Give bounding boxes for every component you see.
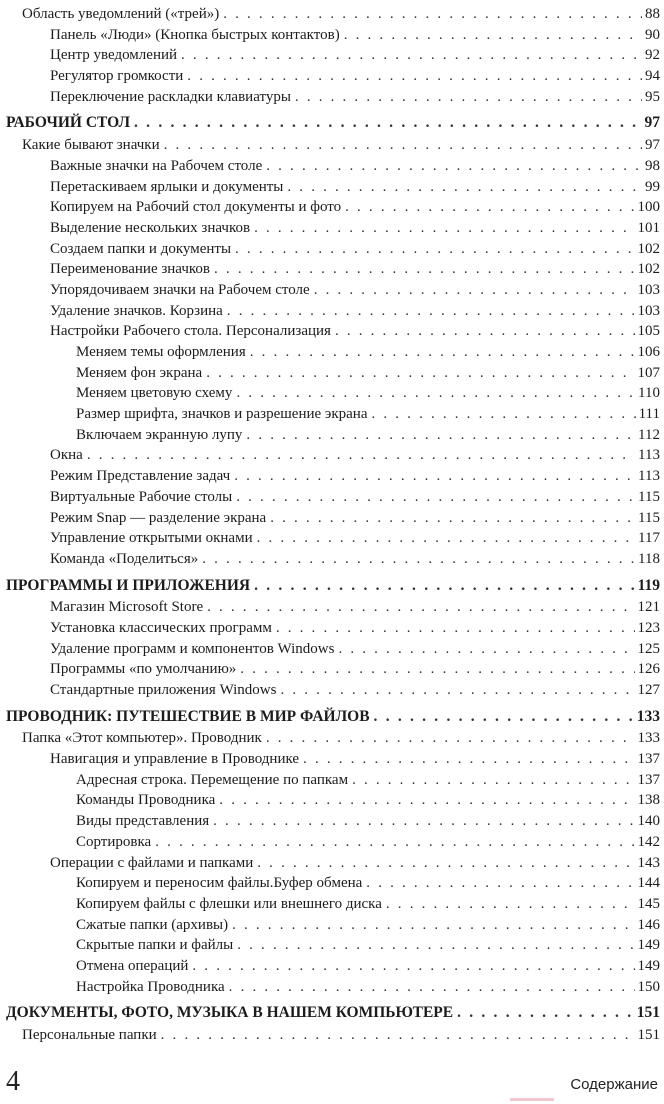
dot-leader — [236, 487, 635, 508]
toc-entry-page: 137 — [637, 771, 660, 788]
dot-leader — [314, 280, 635, 301]
toc-entry — [6, 342, 660, 363]
toc-entry — [6, 218, 660, 239]
toc-entry-page: 137 — [637, 751, 660, 768]
toc-entry-title: Меняем фон экрана — [76, 364, 203, 381]
toc-entry — [6, 321, 660, 342]
toc-entry-title: РАБОЧИЙ СТОЛ — [6, 114, 131, 132]
toc-entry — [6, 45, 660, 66]
toc-entry-page: 115 — [638, 509, 660, 526]
toc-entry-page: 90 — [645, 26, 660, 43]
toc-entry — [6, 4, 660, 25]
toc-entry-title: Окна — [50, 447, 83, 464]
dot-leader — [344, 25, 642, 46]
toc-entry-page: 94 — [645, 68, 660, 85]
toc-entry — [6, 301, 660, 322]
toc-entry — [6, 135, 660, 156]
toc-entry — [6, 87, 660, 108]
toc-entry — [6, 197, 660, 218]
dot-leader — [266, 156, 642, 177]
toc-entry — [6, 549, 660, 570]
toc-entry — [6, 639, 660, 660]
toc-entry-title: Копируем на Рабочий стол документы и фото — [50, 199, 342, 216]
toc-entry-page: 99 — [645, 178, 660, 195]
toc-entry — [6, 790, 660, 811]
toc-entry — [6, 873, 660, 894]
toc-entry-page: 140 — [637, 813, 660, 830]
dot-leader — [202, 549, 635, 570]
toc-entry-page: 133 — [636, 707, 660, 725]
toc-entry-title: Программы «по умолчанию» — [50, 661, 237, 678]
toc-entry — [6, 811, 660, 832]
toc-entry-page: 112 — [638, 426, 660, 443]
toc-entry-page: 117 — [638, 530, 660, 547]
dot-leader — [257, 528, 635, 549]
toc-entry-title: Виды представления — [76, 813, 210, 830]
dot-leader — [134, 113, 641, 134]
toc-entry-title: Меняем цветовую схему — [76, 385, 233, 402]
dot-leader — [276, 618, 635, 639]
toc-entry-page: 113 — [638, 468, 660, 485]
toc-entry-title: Упорядочиваем значки на Рабочем столе — [50, 281, 310, 298]
toc-entry-page: 149 — [637, 957, 660, 974]
toc-entry — [6, 508, 660, 529]
toc-entry-page: 92 — [645, 47, 660, 64]
dot-leader — [352, 770, 634, 791]
toc-entry-title: Какие бывают значки — [22, 137, 160, 154]
toc-entry-title: Настройки Рабочего стола. Персонализация — [50, 323, 331, 340]
toc-entry — [6, 832, 660, 853]
toc-entry-title: Настройка Проводника — [76, 978, 225, 995]
toc-entry-title: Персональные папки — [22, 1027, 157, 1043]
toc-entry-page: 115 — [638, 488, 660, 505]
toc-entry-title: Скрытые папки и файлы — [76, 937, 234, 954]
toc-entry-page: 105 — [637, 323, 660, 340]
dot-leader — [229, 977, 635, 998]
toc-entry-page: 151 — [637, 1027, 660, 1043]
toc-chapter-entry — [6, 113, 660, 134]
toc-entry-page: 126 — [637, 661, 660, 678]
toc-entry-page: 111 — [638, 406, 660, 423]
toc-entry — [6, 528, 660, 549]
toc-entry-page: 150 — [637, 978, 660, 995]
page-number: 4 — [6, 1066, 20, 1097]
toc-entry-title: Копируем файлы с флешки или внешнего диска — [76, 895, 382, 912]
toc-entry-title: Команда «Поделиться» — [50, 550, 199, 567]
toc-entry-title: Переименование значков — [50, 261, 211, 278]
toc-entry-title: Сортировка — [76, 833, 152, 850]
toc-entry-title: Создаем папки и документы — [50, 240, 232, 257]
toc-entry — [6, 383, 660, 404]
dot-leader — [257, 853, 634, 874]
toc-entry — [6, 680, 660, 701]
toc-entry — [6, 363, 660, 384]
toc-chapter-entry — [6, 576, 660, 597]
toc-entry-title: ПРОГРАММЫ И ПРИЛОЖЕНИЯ — [6, 576, 251, 594]
dot-leader — [237, 935, 634, 956]
toc-entry-page: 145 — [637, 895, 660, 912]
toc-entry-title: Сжатые папки (архивы) — [76, 916, 229, 933]
dot-leader — [250, 342, 635, 363]
dot-leader — [386, 894, 635, 915]
toc-entry — [6, 177, 660, 198]
footer-accent-mark — [510, 1098, 554, 1101]
toc-entry-title: Операции с файлами и папками — [50, 854, 254, 871]
toc-entry-title: Переключение раскладки клавиатуры — [50, 88, 291, 105]
toc-entry-title: ПРОВОДНИК: ПУТЕШЕСТВИЕ В МИР ФАЙЛОВ — [6, 707, 370, 725]
dot-leader — [303, 749, 634, 770]
dot-leader — [161, 1025, 635, 1046]
dot-leader — [366, 873, 634, 894]
toc-entry-title: Виртуальные Рабочие столы — [50, 488, 233, 505]
dot-leader — [270, 508, 635, 529]
toc-entry-title: Удаление значков. Корзина — [50, 302, 223, 319]
toc-entry-title: Магазин Microsoft Store — [50, 599, 204, 616]
dot-leader — [335, 321, 635, 342]
dot-leader — [219, 790, 634, 811]
toc-entry-page: 121 — [637, 599, 660, 616]
toc-entry-title: Регулятор громкости — [50, 68, 184, 85]
dot-leader — [234, 466, 635, 487]
toc-entry-title: Меняем темы оформления — [76, 344, 246, 360]
toc-entry-page: 113 — [638, 447, 660, 464]
toc-entry-page: 88 — [645, 6, 660, 22]
dot-leader — [345, 197, 634, 218]
toc-entry-page: 98 — [645, 157, 660, 174]
toc-chapter-entry — [6, 1003, 660, 1024]
toc-entry-page: 133 — [637, 730, 660, 747]
dot-leader — [235, 239, 634, 260]
toc-entry-title: Важные значки на Рабочем столе — [50, 157, 263, 174]
toc-entry — [6, 956, 660, 977]
toc-entry-page: 138 — [637, 792, 660, 809]
toc-entry — [6, 239, 660, 260]
toc-entry — [6, 853, 660, 874]
toc-entry-page: 100 — [637, 199, 660, 216]
toc-entry — [6, 156, 660, 177]
toc-entry-page: 118 — [638, 550, 660, 567]
dot-leader — [207, 597, 634, 618]
toc-entry — [6, 425, 660, 446]
toc-entry-title: Навигация и управление в Проводнике — [50, 751, 300, 768]
toc-entry-page: 102 — [637, 261, 660, 278]
toc-entry-page: 97 — [644, 114, 660, 132]
toc-entry-page: 107 — [637, 364, 660, 381]
dot-leader — [213, 811, 634, 832]
toc-entry-page: 101 — [637, 219, 660, 236]
dot-leader — [295, 87, 642, 108]
dot-leader — [266, 728, 635, 749]
dot-leader — [227, 301, 635, 322]
toc-entry — [6, 1025, 660, 1046]
toc-entry — [6, 749, 660, 770]
toc-entry — [6, 618, 660, 639]
toc-entry-title: Копируем и переносим файлы.Буфер обмена — [76, 875, 363, 892]
dot-leader — [371, 404, 635, 425]
toc-entry-page: 144 — [637, 875, 660, 892]
dot-leader — [87, 445, 635, 466]
toc-entry-title: Отмена операций — [76, 957, 189, 974]
toc-entry — [6, 935, 660, 956]
dot-leader — [206, 363, 634, 384]
toc-entry — [6, 466, 660, 487]
toc-entry-title: Центр уведомлений — [50, 47, 178, 64]
toc-entry-page: 143 — [637, 854, 660, 871]
toc-entry-page: 142 — [637, 833, 660, 850]
dot-leader — [338, 639, 634, 660]
toc-entry-page: 106 — [637, 344, 660, 360]
dot-leader — [374, 707, 634, 728]
toc-chapter-entry — [6, 707, 660, 728]
dot-leader — [187, 66, 642, 87]
toc-entry-title: Включаем экранную лупу — [76, 426, 243, 443]
toc-entry-page: 119 — [637, 576, 660, 594]
dot-leader — [287, 177, 642, 198]
toc-entry-title: Режим Представление задач — [50, 468, 231, 485]
dot-leader — [280, 680, 634, 701]
toc-entry — [6, 894, 660, 915]
toc-entry — [6, 25, 660, 46]
toc-entry-title: Удаление программ и компонентов Windows — [50, 640, 335, 657]
dot-leader — [232, 915, 634, 936]
toc-entry — [6, 259, 660, 280]
toc-entry-page: 103 — [637, 302, 660, 319]
toc-entry-page: 127 — [637, 682, 660, 698]
dot-leader — [457, 1003, 634, 1024]
toc-entry-title: Размер шрифта, значков и разрешение экрана — [76, 406, 368, 423]
toc-entry — [6, 597, 660, 618]
dot-leader — [254, 218, 634, 239]
toc-entry-page: 149 — [637, 937, 660, 954]
toc-entry-title: ДОКУМЕНТЫ, ФОТО, МУЗЫКА В НАШЕМ КОМПЬЮТЕРЕ — [6, 1004, 454, 1022]
toc-entry — [6, 977, 660, 998]
table-of-contents — [6, 4, 660, 1046]
toc-entry-title: Команды Проводника — [76, 792, 216, 809]
toc-entry-page: 97 — [645, 137, 660, 154]
toc-entry-title: Режим Snap — разделение экрана — [50, 509, 267, 526]
toc-entry — [6, 770, 660, 791]
toc-entry-page: 102 — [637, 240, 660, 257]
toc-entry — [6, 280, 660, 301]
toc-entry — [6, 915, 660, 936]
dot-leader — [164, 135, 642, 156]
toc-entry — [6, 659, 660, 680]
toc-entry-title: Стандартные приложения Windows — [50, 682, 277, 698]
toc-entry-title: Панель «Люди» (Кнопка быстрых контактов) — [50, 26, 340, 43]
toc-entry-title: Адресная строка. Перемещение по папкам — [76, 771, 349, 788]
toc-entry — [6, 728, 660, 749]
dot-leader — [181, 45, 642, 66]
toc-entry-page: 125 — [637, 640, 660, 657]
toc-entry-title: Установка классических программ — [50, 619, 272, 636]
toc-entry-page: 110 — [638, 385, 660, 402]
toc-entry — [6, 66, 660, 87]
toc-entry — [6, 404, 660, 425]
toc-entry-title: Перетаскиваем ярлыки и документы — [50, 178, 284, 195]
toc-entry — [6, 445, 660, 466]
toc-entry-page: 151 — [636, 1004, 660, 1022]
toc-entry-title: Управление открытыми окнами — [50, 530, 253, 547]
dot-leader — [192, 956, 634, 977]
dot-leader — [240, 659, 634, 680]
dot-leader — [214, 259, 634, 280]
toc-entry-title: Область уведомлений («трей») — [22, 6, 220, 22]
toc-entry-title: Выделение нескольких значков — [50, 219, 251, 236]
dot-leader — [236, 383, 635, 404]
running-footer-label: Содержание — [570, 1076, 658, 1093]
dot-leader — [254, 576, 635, 597]
toc-entry-page: 103 — [637, 281, 660, 298]
dot-leader — [246, 425, 635, 446]
toc-entry-page: 95 — [645, 88, 660, 105]
toc-entry-title: Папка «Этот компьютер». Проводник — [22, 730, 262, 747]
toc-entry — [6, 487, 660, 508]
dot-leader — [223, 4, 642, 25]
toc-entry-page: 146 — [637, 916, 660, 933]
toc-entry-page: 123 — [637, 619, 660, 636]
dot-leader — [155, 832, 634, 853]
